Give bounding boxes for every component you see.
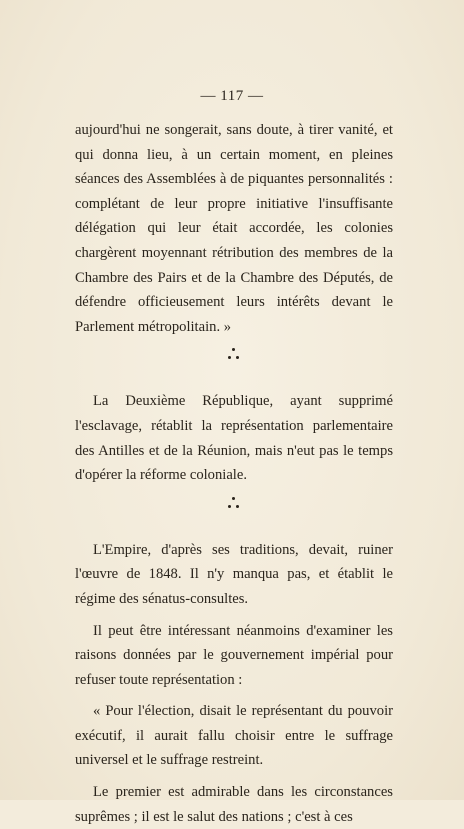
- asterism-icon: [228, 348, 240, 360]
- section-break-asterism: [75, 344, 393, 380]
- section-break-asterism: [75, 493, 393, 529]
- paragraph-continuation: aujourd'hui ne songerait, sans doute, à tirer vanité, et qui donna lieu, à un certain moment, en pleines séances des Assemblées à de piquantes personnalités : complétant de leur propre initiative l'insuffisante délégation qui leur était accordée, les colonies chargèrent moyennant rétribution des membres de la Chambre des Pairs et de la Chambre des Députés, de défendre officieusement leurs intérêts devant le Parlement métropolitain. »: [75, 122, 393, 335]
- page-number: — 117 —: [200, 88, 264, 104]
- paragraph-quote-election: « Pour l'élection, disait le représentant du pouvoir exécutif, il aurait fallu choisir entre le suffrage universel et le suffrage restreint.: [75, 703, 393, 769]
- paragraph-raisons: Il peut être intéressant néanmoins d'examiner les raisons données par le gouvernement impérial pour refuser toute représentation :: [75, 622, 393, 688]
- paragraph-premier: Le premier est admirable dans les circonstances suprêmes ; il est le salut des nations ; c'est à ces: [75, 784, 393, 825]
- body-text: [75, 118, 393, 829]
- paragraph-deuxieme-republique: La Deuxième République, ayant supprimé l'esclavage, rétablit la représentation parlementaire des Antilles et de la Réunion, mais n'eut pas le temps d'opérer la réforme coloniale.: [75, 393, 393, 484]
- asterism-icon: [228, 497, 240, 509]
- paragraph-empire: L'Empire, d'après ses traditions, devait, ruiner l'œuvre de 1848. Il n'y manqua pas, et établit le régime des sénatus-consultes.: [75, 541, 393, 607]
